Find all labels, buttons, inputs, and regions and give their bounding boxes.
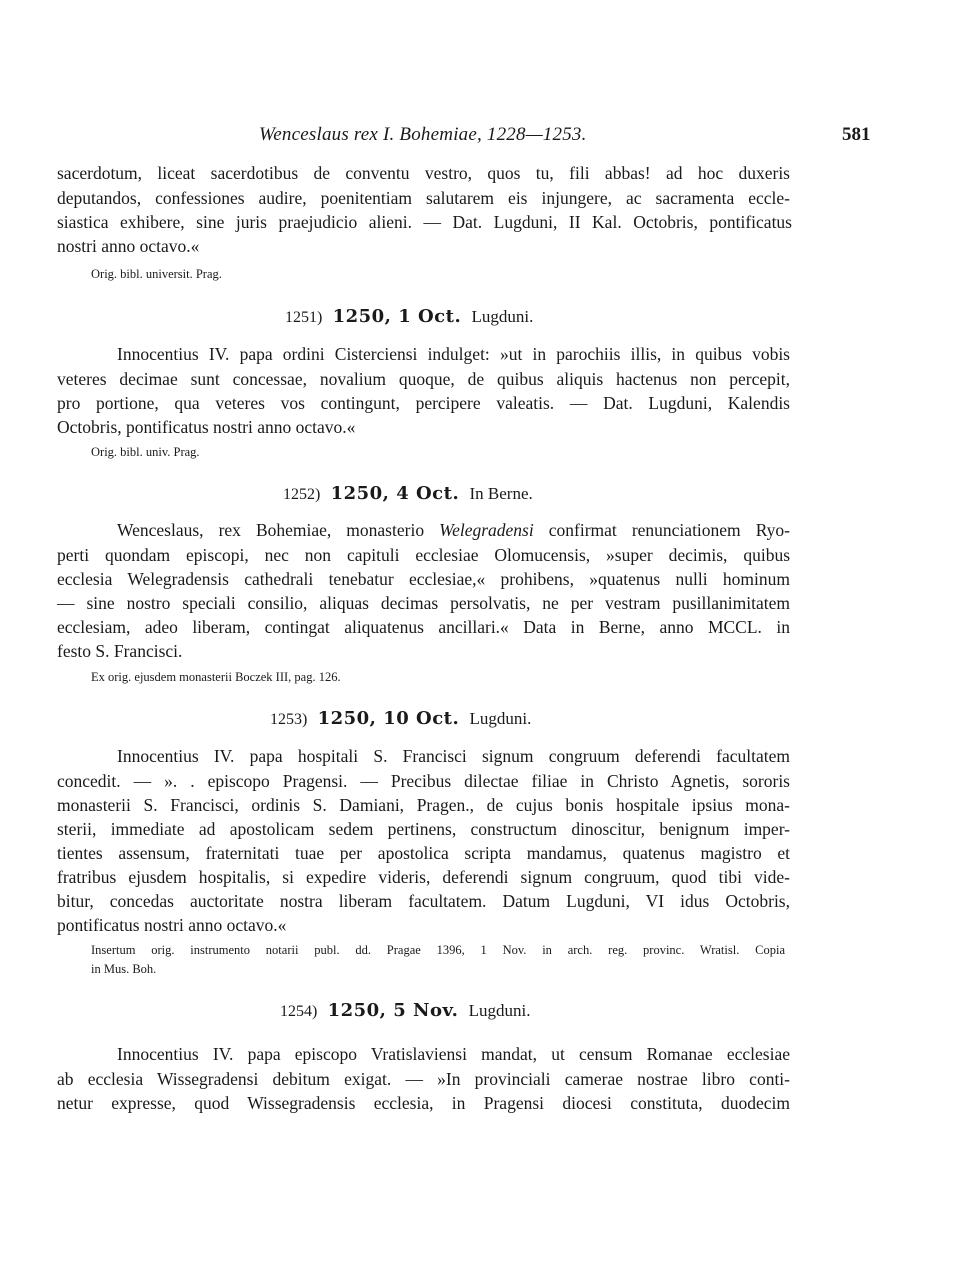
text-line: — sine nostro speciali consilio, aliquas decimas persolvatis, ne per vestram pusillanimitatem — [57, 593, 790, 613]
text-line: netur expresse, quod Wissegradensis ecclesia, in Pragensi diocesi constituta, duodecim — [57, 1093, 790, 1113]
text-line: festo S. Francisci. — [57, 641, 183, 661]
text-line — [117, 519, 790, 541]
text-line: ab ecclesia Wissegradensi debitum exigat. — »In provinciali camerae nostrae libro conti- — [57, 1069, 790, 1089]
entry-place: Lugduni. — [471, 307, 534, 326]
text-line: concedit. — ». . episcopo Pragensi. — Precibus dilectae filiae in Christo Agnetis, sororis — [57, 771, 790, 791]
italic-name: Welegradensi — [439, 520, 534, 540]
text-span: confirmat renunciationem Ryo- — [533, 520, 790, 540]
entry-number: 1252) — [283, 486, 321, 503]
text-line: ecclesia Welegradensis cathedrali tenebatur ecclesiae,« prohibens, »quatenus nulli hominum — [57, 569, 790, 589]
text-line: Innocentius IV. papa episcopo Vratislaviensi mandat, ut censum Romanae ecclesiae — [117, 1044, 790, 1064]
text-line: deputandos, confessiones audire, poenitentiam salutarem eis injungere, ac sacramenta eccle- — [57, 188, 790, 208]
entry-place: In Berne. — [469, 484, 533, 503]
text-line: Innocentius IV. papa hospitali S. Francisci signum congruum deferendi facultatem — [117, 746, 790, 766]
text-line: ecclesiam, adeo liberam, contingat aliquatenus ancillari.« Data in Berne, anno MCCL. in — [57, 617, 790, 637]
entry-place: Lugduni. — [468, 1001, 531, 1020]
text-line: pro portione, qua veteres vos contingunt, percipere valeatis. — Dat. Lugduni, Kalendis — [57, 393, 790, 413]
entry-heading — [283, 483, 533, 506]
text-line: monasterii S. Francisci, ordinis S. Damiani, Pragen., de cujus bonis hospitale ipsius mona- — [57, 795, 790, 815]
text-line: perti quondam episcopi, nec non capituli ecclesiae Olomucensis, »super decimis, quibus — [57, 545, 790, 565]
page-number: 581 — [842, 124, 871, 145]
entry-date: 1250, 4 Oct. — [330, 483, 460, 504]
entry-number: 1253) — [270, 711, 308, 728]
text-line: nostri anno octavo.« — [57, 236, 200, 256]
entry-place: Lugduni. — [469, 709, 532, 728]
text-line: pontificatus nostri anno octavo.« — [57, 915, 287, 935]
entry-number: 1254) — [280, 1003, 318, 1020]
text-line: Octobris, pontificatus nostri anno octavo.« — [57, 417, 356, 437]
source-note: Orig. bibl. univ. Prag. — [91, 445, 200, 459]
source-note: Ex orig. ejusdem monasterii Boczek III, pag. 126. — [91, 670, 341, 684]
text-line: bitur, concedas auctoritate nostra liberam facultatem. Datum Lugduni, VI idus Octobris, — [57, 891, 790, 911]
text-span: Wenceslaus, rex Bohemiae, monasterio — [117, 520, 440, 540]
text-line: sacerdotum, liceat sacerdotibus de conventu vestro, quos tu, fili abbas! ad hoc duxeris — [57, 163, 790, 183]
entry-number: 1251) — [285, 309, 323, 326]
entry-heading — [285, 306, 533, 329]
text-line: sterii, immediate ad apostolicam sedem pertinens, constructum dinoscitur, benignum imper- — [57, 819, 790, 839]
text-line: veteres decimae sunt concessae, novalium quoque, de quibus aliquis hactenus non percepit, — [57, 369, 790, 389]
source-note: in Mus. Boh. — [91, 962, 157, 976]
page-header — [0, 124, 960, 148]
entry-date: 1250, 1 Oct. — [332, 306, 462, 327]
entry-date: 1250, 10 Oct. — [317, 708, 460, 729]
text-line: tientes assensum, fraternitati tuae per apostolica scripta mandamus, quatenus magistro et — [57, 843, 790, 863]
text-line: fratribus ejusdem hospitalis, si expedire videris, deferendi signum congruum, quod tibi vide- — [57, 867, 790, 887]
text-line: siastica exhibere, sine juris praejudicio alieni. — Dat. Lugduni, II Kal. Octobris, pontificatus — [57, 212, 792, 232]
source-note: Insertum orig. instrumento notarii publ. dd. Pragae 1396, 1 Nov. in arch. reg. provinc. Wratisl. Copia — [91, 943, 785, 957]
text-line: Innocentius IV. papa ordini Cisterciensi indulget: »ut in parochiis illis, in quibus vobis — [117, 344, 790, 364]
source-note: Orig. bibl. universit. Prag. — [91, 267, 222, 281]
entry-heading — [270, 708, 531, 731]
entry-date: 1250, 5 Nov. — [327, 1000, 459, 1021]
entry-heading — [280, 1000, 530, 1023]
running-title: Wenceslaus rex I. Bohemiae, 1228—1253. — [259, 124, 587, 145]
